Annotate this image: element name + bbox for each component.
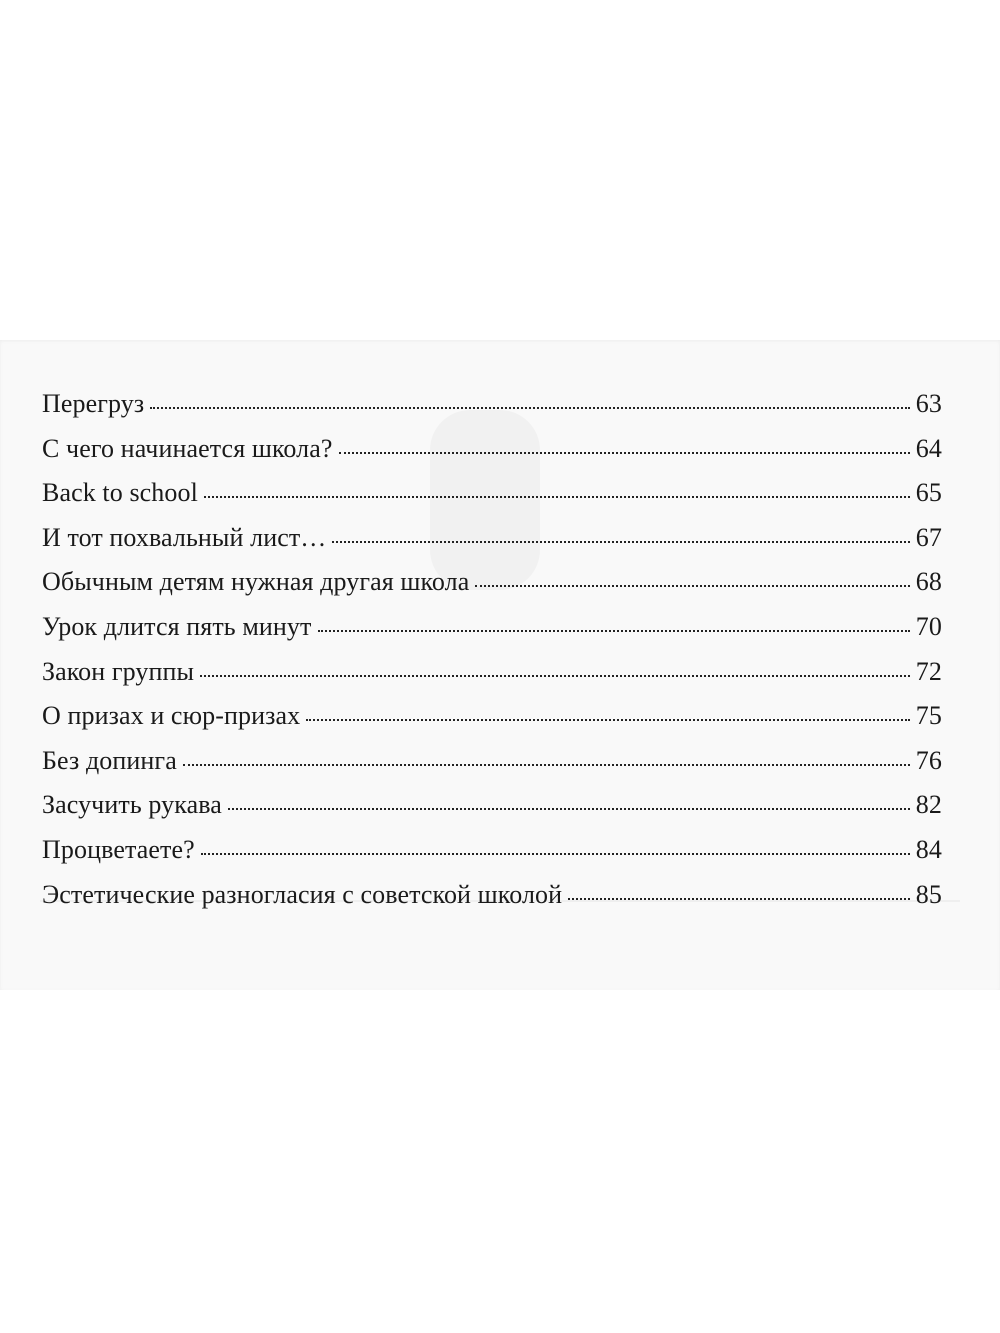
toc-entry-title: Без допинга	[42, 745, 177, 775]
toc-entry[interactable]	[42, 389, 942, 434]
toc-entry[interactable]	[42, 434, 942, 479]
dot-leader	[318, 630, 910, 632]
dot-leader	[200, 675, 910, 677]
toc-entry[interactable]	[42, 612, 942, 657]
toc-entry-page: 70	[915, 611, 942, 641]
toc-entry-title: Перегруз	[42, 389, 145, 418]
toc-entry[interactable]	[42, 790, 942, 835]
toc-entry-title: Эстетические разногласия с советской школой	[42, 879, 563, 909]
toc-entry-page: 65	[915, 478, 942, 508]
toc-entry-title: Урок длится пять минут	[42, 611, 312, 641]
table-of-contents	[42, 389, 942, 924]
toc-entry-title: Back to school	[42, 478, 198, 508]
toc-entry-page: 84	[915, 834, 942, 864]
toc-entry-page: 76	[915, 745, 942, 775]
toc-entry-title: С чего начинается школа?	[42, 433, 333, 463]
toc-entry[interactable]	[42, 523, 942, 568]
dot-leader	[228, 808, 910, 810]
toc-entry-title: Засучить рукава	[42, 790, 222, 820]
toc-entry[interactable]	[42, 657, 942, 702]
dot-leader	[183, 764, 910, 766]
dot-leader	[475, 585, 909, 587]
dot-leader	[201, 853, 910, 855]
toc-entry-page: 72	[915, 656, 942, 686]
toc-entry-page: 82	[915, 790, 942, 820]
toc-entry[interactable]	[42, 701, 942, 746]
toc-entry[interactable]	[42, 478, 942, 523]
toc-entry-page: 85	[915, 879, 942, 909]
toc-entry-title: Обычным детям нужная другая школа	[42, 567, 470, 597]
dot-leader	[204, 496, 910, 498]
dot-leader	[339, 452, 910, 454]
dot-leader	[568, 898, 910, 900]
toc-entry[interactable]	[42, 746, 942, 791]
toc-entry-title: Процветаете?	[42, 834, 195, 864]
toc-entry-page: 63	[915, 389, 942, 418]
toc-entry-title: Закон группы	[42, 656, 195, 686]
toc-entry-page: 64	[915, 433, 942, 463]
toc-entry-page: 75	[915, 701, 942, 731]
dot-leader	[306, 719, 910, 721]
dot-leader	[332, 541, 909, 543]
toc-entry[interactable]	[42, 567, 942, 612]
toc-entry[interactable]	[42, 835, 942, 880]
toc-entry-title: О призах и сюр-призах	[42, 701, 301, 731]
toc-entry-title: И тот похвальный лист…	[42, 522, 327, 552]
toc-entry-page: 67	[915, 522, 942, 552]
toc-entry-page: 68	[915, 567, 942, 597]
dot-leader	[150, 407, 910, 409]
toc-entry[interactable]	[42, 880, 942, 925]
